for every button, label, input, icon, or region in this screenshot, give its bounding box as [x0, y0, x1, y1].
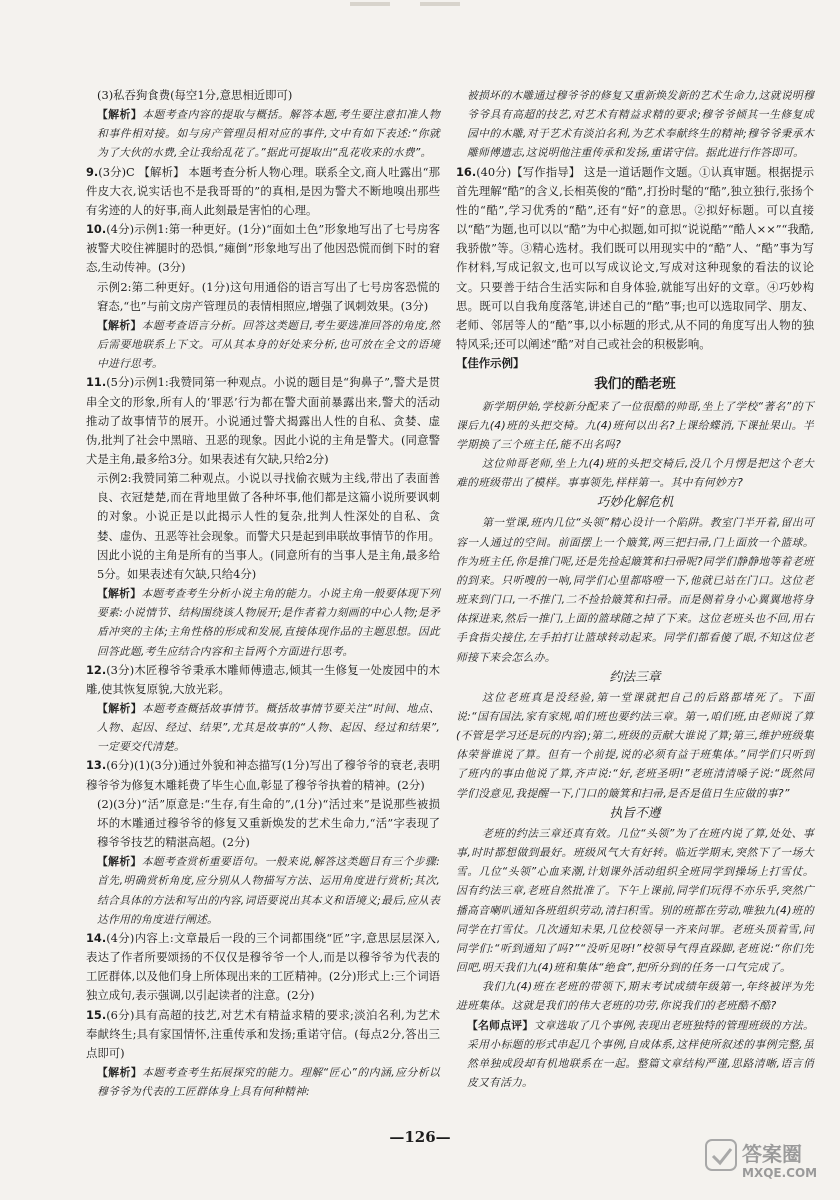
- analysis-text: 本题考查内容的提取与概括。解答本题,考生要注意扣准人物和事件相对接。如与房产管理员相对应的事件,文中有如下表述:“你就为了大伙的水费,全让我给乱花了。”据此可提取出“乱花收来的水费”。: [97, 108, 440, 160]
- analysis-note: [86, 105, 440, 162]
- question-number: 14.: [86, 930, 107, 945]
- essay-paragraph: 我们九(4)班在老班的带领下,期末考试成绩年级第一,年终被评为先进班集体。这就是我们的伟大老班的功劳,你说我们的老班酷不酷?: [456, 980, 814, 1013]
- essay-paragraph: 新学期伊始,学校新分配来了一位很酷的帅哥,坐上了学校“著名”的下课后九(4)班的头把交椅。九(4)班何以出名?上课给蝶消,下课扯果山。半学期换了三个班主任,能不出名吗?: [456, 399, 814, 451]
- question-number: 9.: [86, 164, 99, 179]
- analysis-note: [456, 1016, 814, 1093]
- answer-text: (6分)(1)(3分)通过外貌和神态描写(1分)写出了穆爷爷的衰老,表明穆爷爷为修复木雕耗费了毕生心血,彰显了穆爷爷执着的精神。(2分): [86, 758, 440, 792]
- analysis-tag: 【解析】: [97, 1065, 143, 1079]
- answer-text: (3分)C 【解析】 本题考查分析人物心理。联系全文,商人吐露出“那件皮大衣,说实话也不是我哥哥的”的真相,是因为警犬不断地嗅出那些有劣迹的人的好事,商人此刻最是害怕的心理。: [86, 164, 440, 217]
- essay-paragraph: 这位帅哥老师,坐上九(4)班的头把交椅后,没几个月愣是把这个老大难的班级带出了模样。事事领先,样样第一。其中有何妙方?: [456, 456, 814, 490]
- answer-item: [456, 163, 814, 355]
- answer-item: [86, 929, 440, 1006]
- answer-paragraph: [86, 86, 440, 105]
- essay-subheading: 巧妙化解危机: [596, 495, 674, 511]
- analysis-tag: 【名师点评】: [467, 1018, 534, 1032]
- analysis-note: [86, 584, 440, 661]
- answer-paragraph: [86, 469, 440, 584]
- answer-paragraph: [86, 795, 440, 852]
- question-number: 16.: [456, 164, 477, 179]
- watermark-logo: [704, 1136, 822, 1186]
- answer-item: [86, 1006, 440, 1063]
- answer-text: (3分)木匠穆爷爷秉承木雕师傅遗志,倾其一生修复一处废园中的木雕,使其恢复原貌,大放光彩。: [86, 662, 440, 696]
- answer-item: [86, 220, 440, 277]
- essay-subheading: 约法三章: [609, 669, 661, 685]
- answer-text: (3)私吞狗食费(每空1分,意思相近即可): [97, 88, 293, 102]
- section-heading: 【佳作示例】: [456, 356, 525, 371]
- analysis-text: 本题考查考生拓展探究的能力。理解“匠心”的内涵,应分析以穆爷爷为代表的工匠群体身上具有何种精神:: [97, 1065, 440, 1099]
- answer-text: (40分)【写作指导】 这是一道话题作文题。①认真审题。根据提示首先理解“酷”的含义,长相英俊的“酷”,打扮时髦的“酷”,独立独行,张扬个性的“酷”,学习优秀的“酷”,还有“好”的意思。②拟好标题。可以直接以“酷”为题,也可以以“酷”为中心拟题,如可拟“说说酷”“酷人××”“我酷,我骄傲”等。③精心选材。我们既可以用现实中的“酷”人、“酷”事为写作材料,写成记叙文,也可以写成议论文,写成对这种现象的看法的议论文。只要善于结合生活实际和自身体验,就能写出好的文章。④巧妙构思。既可以自我角度落笔,讲述自己的“酷”事;也可以选取同学、朋友、老师、邻居等人的“酷”事,以小标题的形式,从不同的角度写出人物的独特风采;还可以阐述“酷”对自己或社会的积极影响。: [456, 164, 814, 352]
- essay-paragraph: 这位老班真是没经验,第一堂课就把自己的后路都堵死了。下面说:“国有国法,家有家规,咱们班也要约法三章。第一,咱们班,由老师说了算(不管是学习还是玩的内容);第二,班级的贡献大谁说了算;第三,维护班级集体荣誉谁说了算。但有一个前提,说的必须有益于班集体。”同学们只听到了班内的事由他说了算,齐声说:“好,老班圣明!”老班清清嗓子说:“既然同学们没意见,我提醒一下,门口的簸箕和扫帚,是否是值日生应做的事?”: [456, 690, 814, 800]
- analysis-tag: 【解析】: [97, 855, 142, 869]
- answer-item: [86, 373, 440, 469]
- analysis-tag: 【解析】: [97, 318, 142, 332]
- answer-text: 示例2:我赞同第二种观点。小说以寻找偷衣贼为主线,带出了表面善良、衣冠楚楚,而在背地里做了各种坏事,他们都是这篇小说所要讽刺的对象。小说正是以此揭示人性的复杂,批判人性深处的自私、贪婪、虚伪、丑恶等社会现象。而警犬只是起到串联故事情节的作用。因此小说的主角是所有的当事人。(同意所有的当事人是主角,最多给5分。如果表述有欠缺,只给4分): [97, 471, 440, 581]
- question-number: 12.: [86, 662, 107, 677]
- watermark-text-cn: 答案圈: [742, 1142, 802, 1166]
- answer-text: (5分)示例1:我赞同第一种观点。小说的题目是“狗鼻子”,警犬是贯串全文的形象,所有人的‘罪恶’行为都在警犬面前暴露出来,警犬的活动推动了故事情节的展开。小说通过警犬揭露出人性的自私、贪婪、虚伪,批判了社会中黑暗、丑恶的现象。因此小说的主角是警犬。(同意警犬是主角,最多给3分。如果表述有欠缺,只给2分): [86, 375, 440, 466]
- page-number: —126—: [389, 1128, 451, 1146]
- essay-paragraph: 第一堂课,班内几位“头领”精心设计一个陷阱。教室门半开着,留出可容一人通过的空间。前面摆上一个簸箕,两三把扫帚,门上面放一个篮球。作为班主任,你是推门呢,还是先捡起簸箕和扫帚呢?同学们静静地等着老班的到来。只听嗖的一响,同学们心里都咯噔一下,他就已站在门口。这位老班来到门口,一不推门,二不捡拾簸箕和扫帚。而是侧着身小心翼翼地将身体探进来,然后一推门,上面的篮球随之掉了下来。这位老班头也不回,用右手食指尖接住,左手拍打让篮球转动起来。同学们都看傻了眼,不知这位老师接下来会怎么办。: [456, 516, 814, 664]
- essay-title: 我们的酷老班: [594, 376, 676, 393]
- analysis-text: 本题考查赏析重要语句。一般来说,解答这类题目有三个步骤:首先,明确赏析角度,应分别从人物描写方法、运用角度进行赏析;其次,结合具体的方法和写出的内容,词语要说出其本义和语境义;最后,应从表达作用的角度进行阐述。: [97, 855, 440, 926]
- answer-item: [86, 163, 440, 220]
- analysis-text: 被损坏的木雕通过穆爷爷的修复又重新焕发新的艺术生命力,这就说明穆爷爷具有高超的技艺,对艺术有精益求精的要求;穆爷爷倾其一生修复成园中的木雕,对于艺术有淡泊名利,为艺术奉献终生的精神;穆爷爷秉承木雕师傅遗志,这说明他注重传承和发扬,重诺守信。据此进行作答即可。: [467, 89, 814, 160]
- analysis-note: [86, 852, 440, 929]
- analysis-tag: 【解析】: [97, 702, 142, 715]
- left-column: [86, 86, 440, 1101]
- analysis-text: 本题考查语言分析。回答这类题目,考生要选准回答的角度,然后需要地联系上下文。可从其本身的好处来分析,也可放在全文的语境中进行思考。: [97, 318, 440, 371]
- question-number: 11.: [86, 375, 107, 390]
- analysis-note: [86, 316, 440, 373]
- analysis-tag: 【解析】: [97, 108, 143, 122]
- essay-subheading: 执旨不遵: [609, 805, 661, 821]
- answer-text: 示例2:第二种更好。(1分)这句用通俗的语言写出了七号房客恐慌的窘态,“也”与前文房产管理员的表情相照应,增强了讽刺效果。(3分): [97, 279, 440, 313]
- question-number: 15.: [86, 1007, 107, 1022]
- analysis-note: [86, 699, 440, 756]
- analysis-note: [456, 86, 814, 163]
- analysis-text: 本题考查概括故事情节。概括故事情节要关注“时间、地点、人物、起因、经过、结果”,尤其是故事的“人物、起因、经过和结果”,一定要交代清楚。: [97, 702, 440, 754]
- watermark-text-en: MXQE.COM: [742, 1166, 818, 1180]
- essay-paragraph: 老班的约法三章还真有效。几位“头领”为了在班内说了算,处处、事事,时时都想做到最好。班级风气大有好转。临近学期末,突然下了一场大雪。几位“头领”心血来潮,计划课外活动组织全班同学到操场上打雪仗。因有约法三章,老班自然批准了。下午上课前,同学们玩得不亦乐乎,突然广播高音喇叭通知各班组织劳动,清扫积雪。别的班都在劳动,唯独九(4)班的同学在打雪仗。几次通知未果,几位校领导一齐来问罪。老班头顶着雪,问同学们:“听到通知了吗?”“没听见呀!”校领导气得直跺脚,老班说:“你们先回吧,明天我们九(4)班和集体“绝食”,把所分到的任务一口气完成了。: [456, 826, 814, 975]
- answer-item: [86, 661, 440, 699]
- question-number: 10.: [86, 222, 107, 237]
- analysis-note: [86, 1063, 440, 1101]
- answer-text: (2)(3分)“活”原意是:“生存,有生命的”,(1分)“活过来”是说那些被损坏的木雕通过穆爷爷的修复又重新焕发的艺术生命力,“活”字表现了穆爷爷技艺的精湛高超。(2分): [97, 796, 440, 850]
- answer-text: (4分)示例1:第一种更好。(1分)“面如土色”形象地写出了七号房客被警犬咬住裤腿时的恐惧,“瘫倒”形象地写出了他因恐慌而倒下时的窘态,生动传神。(3分): [86, 222, 440, 275]
- answer-paragraph: [86, 278, 440, 316]
- right-column: [456, 86, 814, 1092]
- answer-text: (6分)具有高超的技艺,对艺术有精益求精的要求;淡泊名利,为艺术奉献终生;具有家国情怀,注重传承和发扬;重诺守信。(每点2分,答出三点即可): [86, 1007, 440, 1060]
- answer-text: (4分)内容上:文章最后一段的三个词都围绕“匠”字,意思层层深入,表达了作者所要颂扬的不仅仅是穆爷爷一个人,而是以穆爷爷为代表的工匠群体,以及他们身上所体现出来的工匠精神。(2分)形式上:三个词语独立成句,表示强调,以引起读者的注意。(2分): [86, 930, 440, 1003]
- question-number: 13.: [86, 758, 107, 773]
- analysis-text: 文章选取了几个事例,表现出老班独特的管理班级的方法。采用小标题的形式串起几个事例,自成体系,这样使所叙述的事例完整,虽然单独成段却有机地联系在一起。整篇文章结构严谨,思路清晰,语言俏皮又有活力。: [467, 1018, 814, 1089]
- top-edge-mark: [330, 0, 510, 10]
- analysis-text: 本题考查考生分析小说主角的能力。小说主角一般要体现下列要素:小说情节、结构围绕该人物展开;是作者着力刻画的中心人物;是矛盾冲突的主体;主角性格的形成和发展,直接体现作品的主题思想。因此回答此题,考生应结合内容和主旨两个方面进行思考。: [97, 587, 440, 658]
- answer-item: [86, 756, 440, 794]
- analysis-tag: 【解析】: [97, 587, 142, 601]
